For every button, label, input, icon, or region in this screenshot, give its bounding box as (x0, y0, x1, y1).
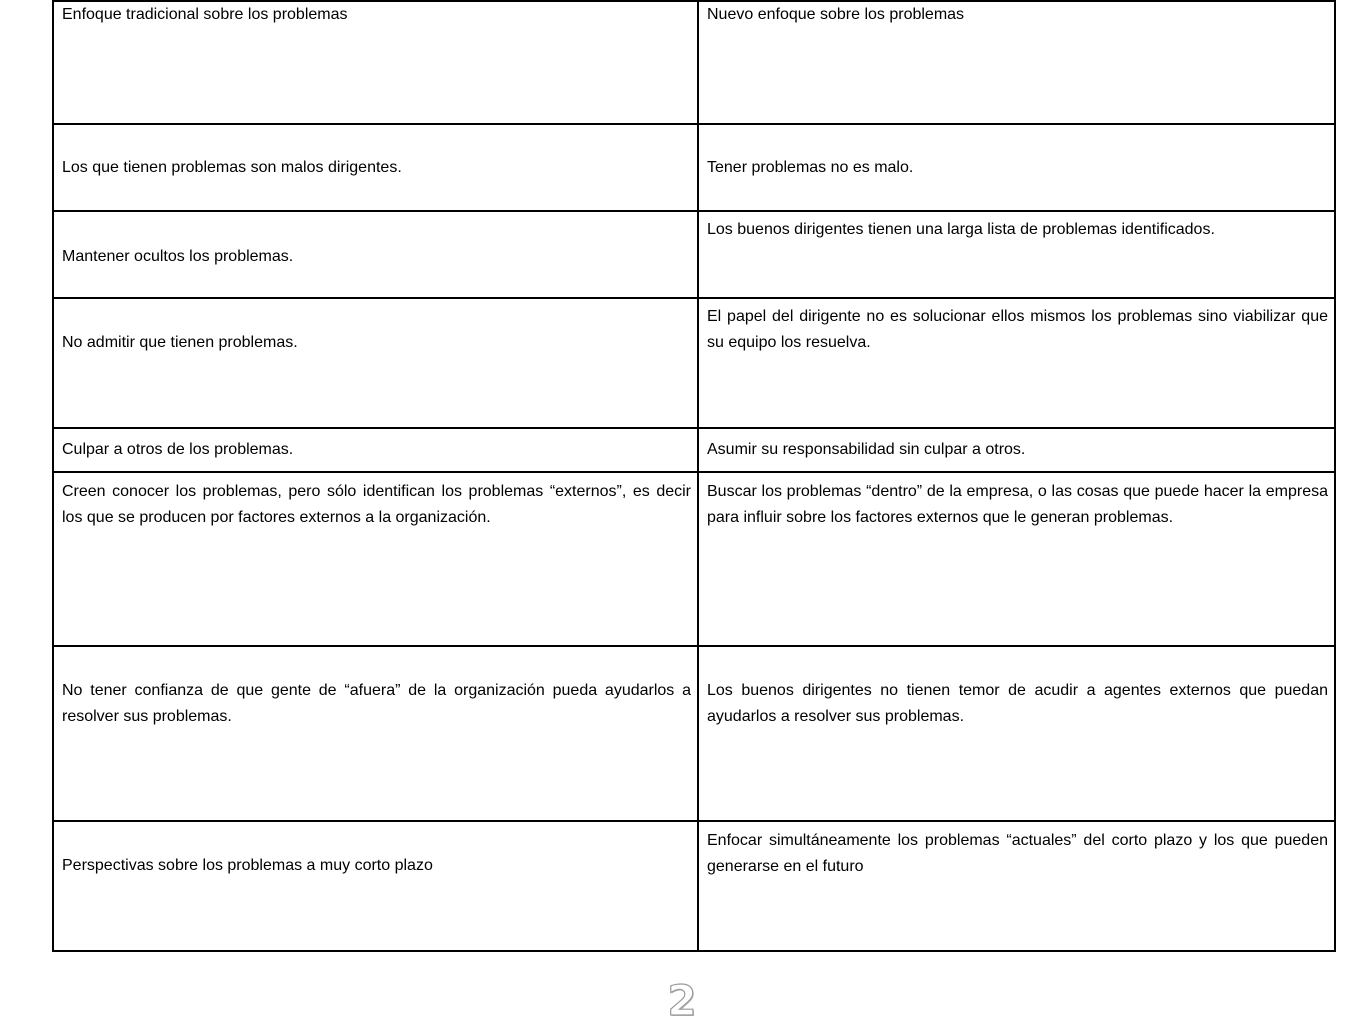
table-row (53, 472, 1335, 646)
header-traditional-approach: Enfoque tradicional sobre los problemas (53, 1, 698, 124)
table-header-row (53, 1, 1335, 124)
table-row (53, 821, 1335, 951)
traditional-cell: Perspectivas sobre los problemas a muy corto plazo (53, 821, 698, 951)
traditional-cell: Los que tienen problemas son malos dirigentes. (53, 124, 698, 211)
new-cell: Enfocar simultáneamente los problemas “actuales” del corto plazo y los que pueden generarse en el futuro (698, 821, 1335, 951)
table-row (53, 646, 1335, 821)
new-cell: Tener problemas no es malo. (698, 124, 1335, 211)
page-number: 2 (667, 976, 698, 1024)
traditional-cell: Culpar a otros de los problemas. (53, 428, 698, 472)
table-row (53, 211, 1335, 298)
new-cell: Asumir su responsabilidad sin culpar a otros. (698, 428, 1335, 472)
new-cell: Buscar los problemas “dentro” de la empresa, o las cosas que puede hacer la empresa para influir sobre los factores externos que le generan problemas. (698, 472, 1335, 646)
new-cell: Los buenos dirigentes tienen una larga lista de problemas identificados. (698, 211, 1335, 298)
traditional-cell: Mantener ocultos los problemas. (53, 211, 698, 298)
new-cell: El papel del dirigente no es solucionar ellos mismos los problemas sino viabilizar que su equipo los resuelva. (698, 298, 1335, 428)
table-row (53, 124, 1335, 211)
traditional-cell: No admitir que tienen problemas. (53, 298, 698, 428)
header-new-approach: Nuevo enfoque sobre los problemas (698, 1, 1335, 124)
table-row (53, 298, 1335, 428)
new-cell: Los buenos dirigentes no tienen temor de acudir a agentes externos que puedan ayudarlos a resolver sus problemas. (698, 646, 1335, 821)
table-row (53, 428, 1335, 472)
traditional-cell: Creen conocer los problemas, pero sólo identifican los problemas “externos”, es decir los que se producen por factores externos a la organización. (53, 472, 698, 646)
traditional-cell: No tener confianza de que gente de “afuera” de la organización pueda ayudarlos a resolver sus problemas. (53, 646, 698, 821)
comparison-table (52, 0, 1336, 952)
